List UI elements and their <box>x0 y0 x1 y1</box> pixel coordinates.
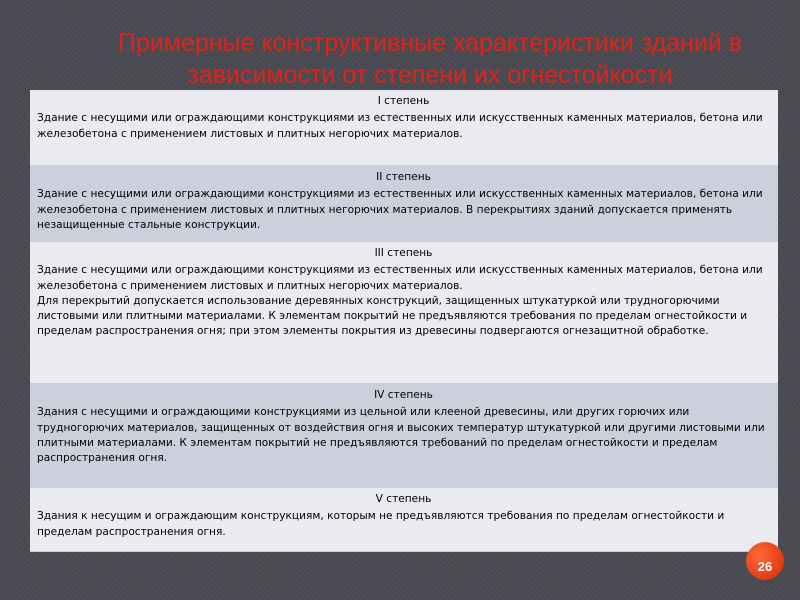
table-row-degree-2 <box>30 166 778 242</box>
slide-number: 26 <box>757 559 773 574</box>
row-heading: III степень <box>374 247 433 259</box>
row-heading: I степень <box>377 95 430 107</box>
table-row-degree-4 <box>30 384 778 488</box>
table-row-degree-3 <box>30 242 778 384</box>
row-text <box>37 263 770 339</box>
row-heading: II степень <box>376 171 431 183</box>
slide-title-line-1: Примерные конструктивные характеристики зданий в <box>117 29 743 57</box>
slide-number-badge <box>746 542 784 580</box>
table-row-degree-5 <box>30 488 778 552</box>
slide-title-line-2: зависимости от степени их огнестойкости <box>187 61 673 89</box>
row-text <box>37 187 770 233</box>
row-paragraph: Здания к несущим и ограждающим конструкциям, которым не предъявляются требования по пределам огнестойкости и пределам распространения огня. <box>37 510 725 538</box>
row-heading: IV степень <box>374 389 433 401</box>
row-text <box>37 111 770 142</box>
row-text <box>37 509 770 540</box>
row-paragraph: Для перекрытий допускается использование деревянных конструкций, защищенных штукатуркой или трудногорючими листовыми или плитными материалами. К элементам покрытий не предъявляются требования по пределам огнестойкости и пределам распространения огня; при этом элементы покрытия из древесины подвергаются огнезащитной обработке. <box>37 294 748 338</box>
table-row-degree-1 <box>30 90 778 166</box>
row-paragraph: Здание с несущими или ограждающими конструкциями из естественных или искусственных каменных материалов, бетона или железобетона с применением листовых и плитных негорючих материалов. <box>37 264 763 292</box>
slide-title <box>60 27 800 91</box>
row-paragraph: Здание с несущими или ограждающими конструкциями из естественных или искусственных каменных материалов, бетона или железобетона с применением листовых и плитных негорючих материалов. В перекрытиях зданий допускается применять незащищенные стальные конструкции. <box>37 188 763 231</box>
fire-resistance-table <box>30 90 778 552</box>
row-paragraph: Здания с несущими и ограждающими конструкциями из цельной или клееной древесины, или других горючих или трудногорючих материалов, защищенных от воздействия огня и высоких температур штукатуркой или другими листовыми или плитными материалами. К элементам покрытий не предъявляются требований по пределам огнестойкости и пределам распространения огня. <box>37 406 765 465</box>
row-heading: V степень <box>375 493 432 505</box>
row-text <box>37 405 770 466</box>
row-paragraph: Здание с несущими или ограждающими конструкциями из естественных или искусственных каменных материалов, бетона или железобетона с применением листовых и плитных негорючих материалов. <box>37 112 763 140</box>
